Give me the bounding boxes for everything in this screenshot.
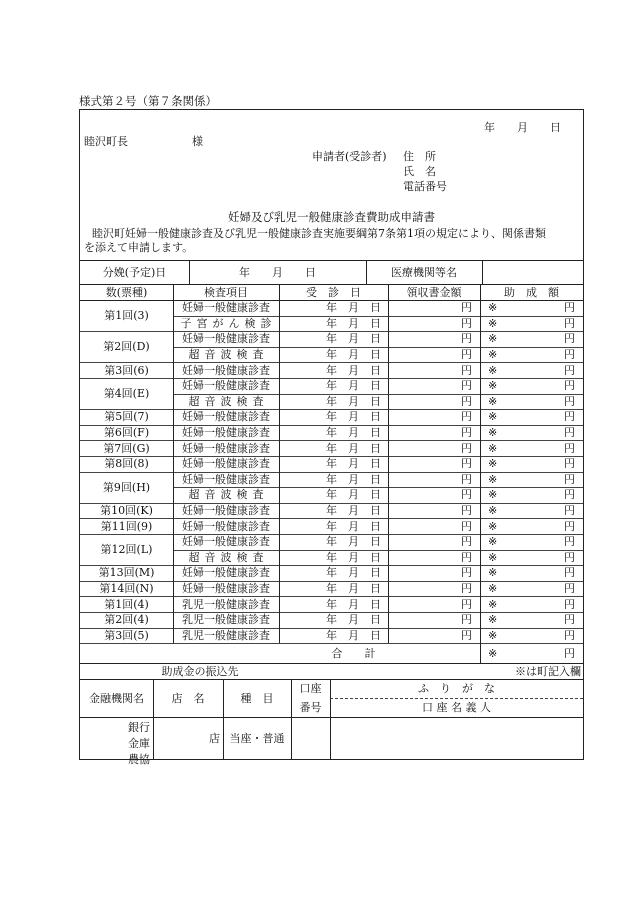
visit-number: 第13回(M) (98, 566, 155, 580)
subsidy-amount-yen: 円 (564, 316, 575, 330)
visit-date: 年 月 日 (326, 441, 381, 455)
receipt-amount-yen: 円 (461, 332, 472, 346)
town-use-mark: ※ (488, 332, 498, 346)
subsidy-amount-yen: 円 (564, 628, 575, 642)
receipt-amount-yen: 円 (461, 426, 472, 440)
town-use-mark: ※ (488, 535, 498, 549)
account-type-header: 種 目 (240, 691, 274, 705)
rule (480, 284, 481, 643)
checkup-item: 妊婦一般健康診査 (182, 504, 270, 518)
town-use-mark: ※ (488, 613, 498, 627)
town-use-mark: ※ (488, 316, 498, 330)
subsidy-amount-yen: 円 (564, 550, 575, 564)
town-use-mark: ※ (488, 426, 498, 440)
visit-date: 年 月 日 (326, 535, 381, 549)
subsidy-amount-yen: 円 (564, 457, 575, 471)
receipt-amount-yen: 円 (461, 582, 472, 596)
account-number-header: 口座 (299, 682, 322, 696)
rule (173, 284, 174, 643)
checkup-item: 妊婦一般健康診査 (182, 457, 270, 471)
column-header: 領収書金額 (406, 285, 462, 299)
visit-date: 年 月 日 (326, 348, 381, 362)
visit-date: 年 月 日 (326, 472, 381, 486)
body-text-line-1: 睦沢町妊婦一般健康診査及び乳児一般健康診査実施要綱第7条第1項の規定により、関係書類 (92, 227, 546, 240)
checkup-item: 妊婦一般健康診査 (182, 441, 270, 455)
town-use-mark: ※ (488, 519, 498, 533)
receipt-amount-yen: 円 (461, 363, 472, 377)
account-number-header: 番号 (299, 701, 322, 715)
receipt-amount-yen: 円 (461, 441, 472, 455)
clinic-name-label: 医療機関等名 (391, 265, 457, 279)
addressee: 睦沢町長 (84, 135, 128, 148)
receipt-amount-yen: 円 (461, 488, 472, 502)
visit-date: 年 月 日 (326, 519, 381, 533)
visit-number: 第7回(G) (103, 441, 150, 455)
town-use-mark: ※ (488, 348, 498, 362)
bank-section-label: 助成金の振込先 (161, 664, 239, 678)
receipt-amount-yen: 円 (461, 301, 472, 315)
visit-number: 第5回(7) (104, 410, 149, 424)
column-header: 受 診 日 (306, 285, 361, 299)
subsidy-amount-yen: 円 (564, 566, 575, 580)
applicant-label: 申請者(受診者) (312, 150, 387, 163)
subsidy-amount-yen: 円 (564, 332, 575, 346)
visit-number: 第3回(6) (104, 363, 149, 377)
application-date: 年 月 日 (484, 121, 561, 134)
visit-date: 年 月 日 (326, 410, 381, 424)
town-use-mark: ※ (488, 410, 498, 424)
receipt-amount-yen: 円 (461, 597, 472, 611)
visit-date: 年 月 日 (326, 613, 381, 627)
total-label: 合 計 (331, 646, 376, 660)
total-yen: 円 (564, 646, 575, 660)
receipt-amount-yen: 円 (461, 410, 472, 424)
subsidy-amount-yen: 円 (564, 301, 575, 315)
receipt-amount-yen: 円 (461, 519, 472, 533)
subsidy-amount-yen: 円 (564, 441, 575, 455)
visit-number: 第6回(F) (103, 426, 150, 440)
receipt-amount-yen: 円 (461, 316, 472, 330)
visit-date: 年 月 日 (326, 597, 381, 611)
visit-date: 年 月 日 (326, 488, 381, 502)
rule (173, 487, 583, 488)
visit-number: 第4回(E) (103, 387, 150, 401)
subsidy-amount-yen: 円 (564, 597, 575, 611)
subsidy-amount-yen: 円 (564, 379, 575, 393)
town-use-mark: ※ (488, 394, 498, 408)
receipt-amount-yen: 円 (461, 566, 472, 580)
town-use-mark: ※ (488, 472, 498, 486)
visit-date: 年 月 日 (326, 550, 381, 564)
visit-date: 年 月 日 (326, 394, 381, 408)
subsidy-amount-yen: 円 (564, 472, 575, 486)
rule (173, 316, 583, 317)
furigana-label: ふ り が な (418, 682, 495, 696)
checkup-item: 乳児一般健康診査 (182, 597, 270, 611)
visit-date: 年 月 日 (326, 504, 381, 518)
checkup-item: 妊婦一般健康診査 (182, 426, 270, 440)
visit-number: 第12回(L) (100, 543, 153, 557)
visit-date: 年 月 日 (326, 301, 381, 315)
visit-number: 第9回(H) (102, 480, 151, 494)
branch-name-header: 店 名 (171, 691, 205, 705)
checkup-item: 乳児一般健康診査 (182, 628, 270, 642)
visit-number: 第3回(5) (104, 628, 149, 642)
checkup-item: 妊婦一般健康診査 (182, 535, 270, 549)
subsidy-amount-yen: 円 (564, 488, 575, 502)
town-use-mark: ※ (488, 457, 498, 471)
visit-number: 第1回(3) (104, 309, 149, 323)
rule (279, 284, 280, 643)
visit-date: 年 月 日 (326, 332, 381, 346)
receipt-amount-yen: 円 (461, 628, 472, 642)
column-header: 数(票種) (105, 285, 148, 299)
town-use-mark: ※ (488, 504, 498, 518)
subsidy-amount-yen: 円 (564, 613, 575, 627)
visit-number: 第14回(N) (99, 582, 154, 596)
rule (173, 550, 583, 551)
checkup-item: 超音波検査 (188, 394, 269, 408)
name-label: 氏 名 (403, 165, 436, 178)
receipt-amount-yen: 円 (461, 613, 472, 627)
town-entry-note: ※は町記入欄 (515, 664, 581, 678)
account-holder-label: 口 座 名 義 人 (422, 701, 491, 715)
address-label: 住 所 (403, 150, 436, 163)
receipt-amount-yen: 円 (461, 472, 472, 486)
checkup-item: 妊婦一般健康診査 (182, 472, 270, 486)
town-use-mark: ※ (488, 441, 498, 455)
receipt-amount-yen: 円 (461, 504, 472, 518)
form-number: 様式第２号（第７条関係） (79, 94, 217, 108)
subsidy-amount-yen: 円 (564, 348, 575, 362)
visit-number: 第2回(4) (104, 613, 149, 627)
subsidy-amount-yen: 円 (564, 504, 575, 518)
financial-institution-type: 金庫 (128, 736, 150, 750)
town-use-mark: ※ (488, 363, 498, 377)
financial-institution-type: 銀行 (128, 720, 150, 734)
rule (482, 260, 483, 284)
town-use-mark: ※ (488, 597, 498, 611)
visit-date: 年 月 日 (326, 379, 381, 393)
checkup-item: 妊婦一般健康診査 (182, 332, 270, 346)
checkup-item: 超音波検査 (188, 488, 269, 502)
visit-number: 第11回(9) (100, 519, 153, 533)
receipt-amount-yen: 円 (461, 394, 472, 408)
addressee-honorific: 様 (192, 135, 203, 148)
subsidy-amount-yen: 円 (564, 535, 575, 549)
subsidy-amount-yen: 円 (564, 363, 575, 377)
rule (173, 394, 583, 395)
body-text-line-2: を添えて申請します。 (84, 241, 194, 254)
receipt-amount-yen: 円 (461, 348, 472, 362)
delivery-date-value: 年 月 日 (239, 265, 316, 279)
town-use-mark: ※ (488, 488, 498, 502)
subsidy-amount-yen: 円 (564, 582, 575, 596)
town-use-mark: ※ (488, 550, 498, 564)
column-header: 助 成 額 (504, 285, 559, 299)
receipt-amount-yen: 円 (461, 535, 472, 549)
form-title: 妊婦及び乳児一般健康診査費助成申請書 (228, 210, 435, 224)
branch-suffix: 店 (209, 732, 220, 746)
visit-date: 年 月 日 (326, 582, 381, 596)
checkup-item: 妊婦一般健康診査 (182, 410, 270, 424)
receipt-amount-yen: 円 (461, 379, 472, 393)
visit-number: 第8回(8) (104, 457, 149, 471)
visit-number: 第10回(K) (100, 504, 153, 518)
column-header: 検査項目 (204, 285, 248, 299)
town-use-mark: ※ (488, 301, 498, 315)
checkup-item: 乳児一般健康診査 (182, 613, 270, 627)
town-use-mark: ※ (488, 628, 498, 642)
visit-date: 年 月 日 (326, 426, 381, 440)
town-use-mark: ※ (488, 582, 498, 596)
rule (173, 347, 583, 348)
checkup-item: 超音波検査 (188, 348, 269, 362)
visit-date: 年 月 日 (326, 363, 381, 377)
visit-date: 年 月 日 (326, 316, 381, 330)
subsidy-amount-yen: 円 (564, 410, 575, 424)
checkup-item: 超音波検査 (188, 550, 269, 564)
checkup-item: 妊婦一般健康診査 (182, 301, 270, 315)
checkup-item: 妊婦一般健康診査 (182, 582, 270, 596)
subsidy-amount-yen: 円 (564, 394, 575, 408)
subsidy-amount-yen: 円 (564, 426, 575, 440)
receipt-amount-yen: 円 (461, 550, 472, 564)
checkup-item: 妊婦一般健康診査 (182, 379, 270, 393)
town-use-mark: ※ (488, 566, 498, 580)
visit-number: 第1回(4) (104, 597, 149, 611)
visit-date: 年 月 日 (326, 457, 381, 471)
delivery-date-label: 分娩(予定)日 (102, 265, 167, 279)
visit-date: 年 月 日 (326, 566, 381, 580)
visit-number: 第2回(D) (103, 340, 150, 354)
rule (388, 284, 389, 643)
phone-label: 電話番号 (403, 180, 447, 193)
receipt-amount-yen: 円 (461, 457, 472, 471)
checkup-item: 妊婦一般健康診査 (182, 363, 270, 377)
town-use-mark: ※ (488, 379, 498, 393)
visit-date: 年 月 日 (326, 628, 381, 642)
checkup-item: 妊婦一般健康診査 (182, 566, 270, 580)
checkup-item: 妊婦一般健康診査 (182, 519, 270, 533)
account-type-options: 当座・普通 (229, 732, 285, 746)
subsidy-amount-yen: 円 (564, 519, 575, 533)
financial-institution-type: 農協 (128, 752, 150, 766)
total-mark: ※ (488, 646, 498, 660)
application-form (79, 109, 584, 766)
checkup-item: 子宮がん検診 (180, 316, 277, 330)
bank-name-header: 金融機関名 (89, 691, 144, 705)
